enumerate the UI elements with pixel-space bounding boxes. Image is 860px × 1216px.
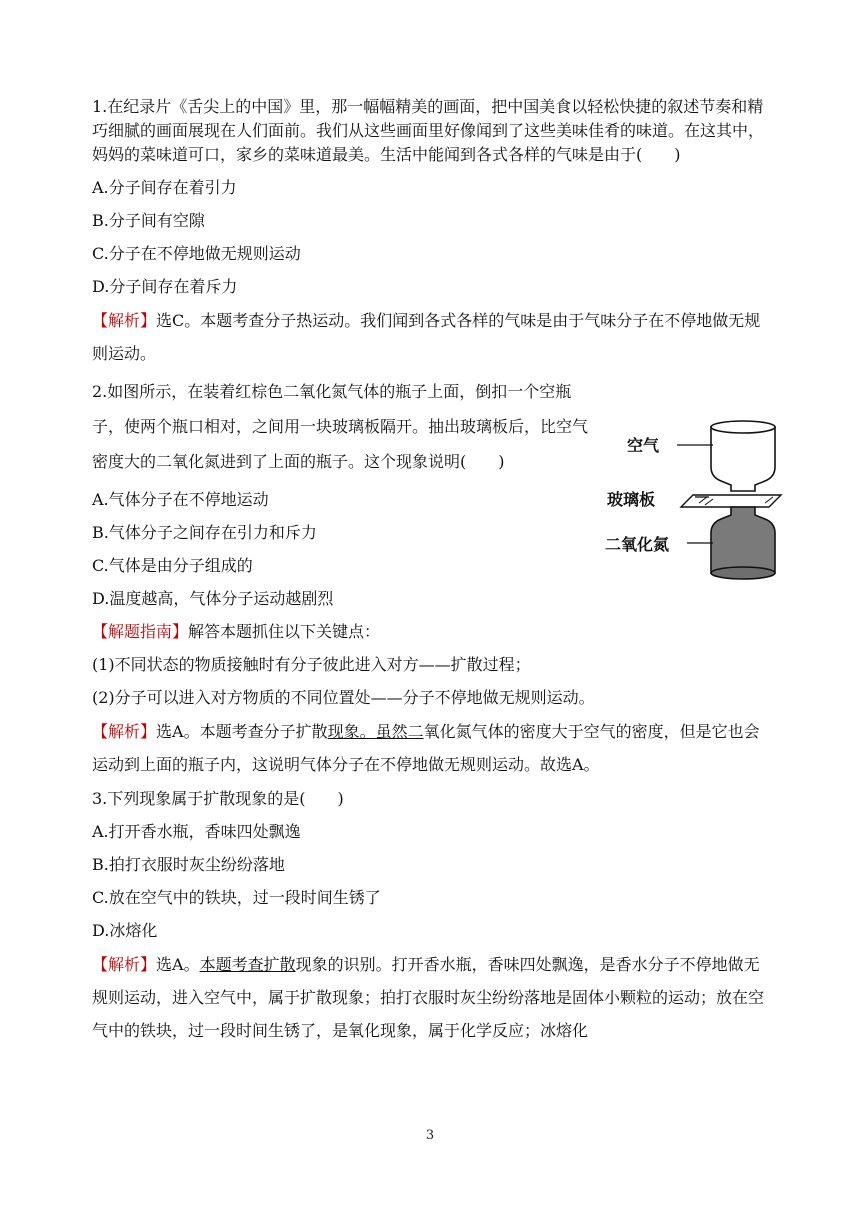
question-3-option-c: C.放在空气中的铁块，过一段时间生锈了 xyxy=(92,888,381,907)
label-no2: 二氧化氮 xyxy=(605,535,670,554)
question-3-option-b: B.拍打衣服时灰尘纷纷落地 xyxy=(92,855,285,874)
analysis-tag: 【解析】 xyxy=(92,722,157,741)
question-2-guide xyxy=(92,620,772,644)
analysis-text-b: 氧化氮气体的密度大于空气的密度，但是它也会运动到上面的瓶子内，这说明气体分子在不停地做无规则运动。故选A。 xyxy=(92,722,760,774)
analysis-text: 选C。本题考查分子热运动。我们闻到各式各样的气味是由于气味分子在不停地做无规则运动。 xyxy=(92,311,761,363)
lower-bottle xyxy=(711,507,775,573)
question-3-stem: 3.下列现象属于扩散现象的是( ) xyxy=(92,789,344,808)
question-1-analysis xyxy=(92,304,772,370)
analysis-text-a: 选A。 xyxy=(156,955,200,974)
analysis-text-a: 选A。本题考查分子扩散 xyxy=(156,722,328,741)
question-2-analysis xyxy=(92,715,772,781)
guide-tag: 【解题指南】 xyxy=(92,622,189,641)
question-1-stem: 1.在纪录片《舌尖上的中国》里，那一幅幅精美的画面，把中国美食以轻松快捷的叙述节奏和精巧细腻的画面展现在人们面前。我们从这些画面里好像闻到了这些美味佳肴的味道。在这其中，妈妈的菜味道可口，家乡的菜味道最美。生活中能闻到各式各样的气味是由于( ) xyxy=(92,97,765,164)
label-glass-plate: 玻璃板 xyxy=(607,490,656,509)
analysis-tag: 【解析】 xyxy=(92,955,157,974)
question-2-option-d: D.温度越高，气体分子运动越剧烈 xyxy=(92,589,334,608)
question-3-option-a: A.打开香水瓶，香味四处飘逸 xyxy=(92,822,301,841)
analysis-text-underlined: 现象。虽然二 xyxy=(327,722,424,741)
question-2-stem: 2.如图所示，在装着红棕色二氧化氮气体的瓶子上面，倒扣一个空瓶子，使两个瓶口相对，之间用一块玻璃板隔开。抽出玻璃板后，比空气密度大的二氧化氮进到了上面的瓶子。这个现象说明( ) xyxy=(92,382,589,471)
question-1-option-c: C.分子在不停地做无规则运动 xyxy=(92,244,301,263)
question-2-guide-point-2: (2)分子可以进入对方物质的不同位置处——分子不停地做无规则运动。 xyxy=(92,688,595,707)
guide-text: 解答本题抓住以下关键点： xyxy=(188,622,381,641)
question-1-option-b: B.分子间有空隙 xyxy=(92,211,205,230)
question-2-option-a: A.气体分子在不停地运动 xyxy=(92,490,269,509)
upper-bottle-base xyxy=(711,421,775,433)
question-1-option-d: D.分子间存在着斥力 xyxy=(92,277,238,296)
page-number: 3 xyxy=(425,1128,435,1143)
question-2-guide-point-1: (1)不同状态的物质接触时有分子彼此进入对方——扩散过程； xyxy=(92,655,531,674)
bottle-diagram xyxy=(605,415,795,585)
label-air: 空气 xyxy=(627,436,660,455)
analysis-text-b: 现象的识别。打开香水瓶，香味四处飘逸，是香水分子不停地做无规则运动，进入空气中，属于扩散现象；拍打衣服时灰尘纷纷落地是固体小颗粒的运动；放在空气中的铁块，过一段时间生锈了，是氧化现象，属于化学反应；冰熔化 xyxy=(92,955,765,1040)
analysis-tag: 【解析】 xyxy=(92,311,157,330)
question-3-analysis xyxy=(92,948,772,1047)
question-2-option-b: B.气体分子之间存在引力和斥力 xyxy=(92,523,317,542)
analysis-text-underlined: 本题考查扩散 xyxy=(199,955,296,974)
question-3-option-d: D.冰熔化 xyxy=(92,921,158,940)
upper-bottle xyxy=(711,427,775,491)
question-1-option-a: A.分子间存在着引力 xyxy=(92,178,237,197)
lower-bottle-base xyxy=(711,567,775,579)
question-2-option-c: C.气体是由分子组成的 xyxy=(92,556,253,575)
